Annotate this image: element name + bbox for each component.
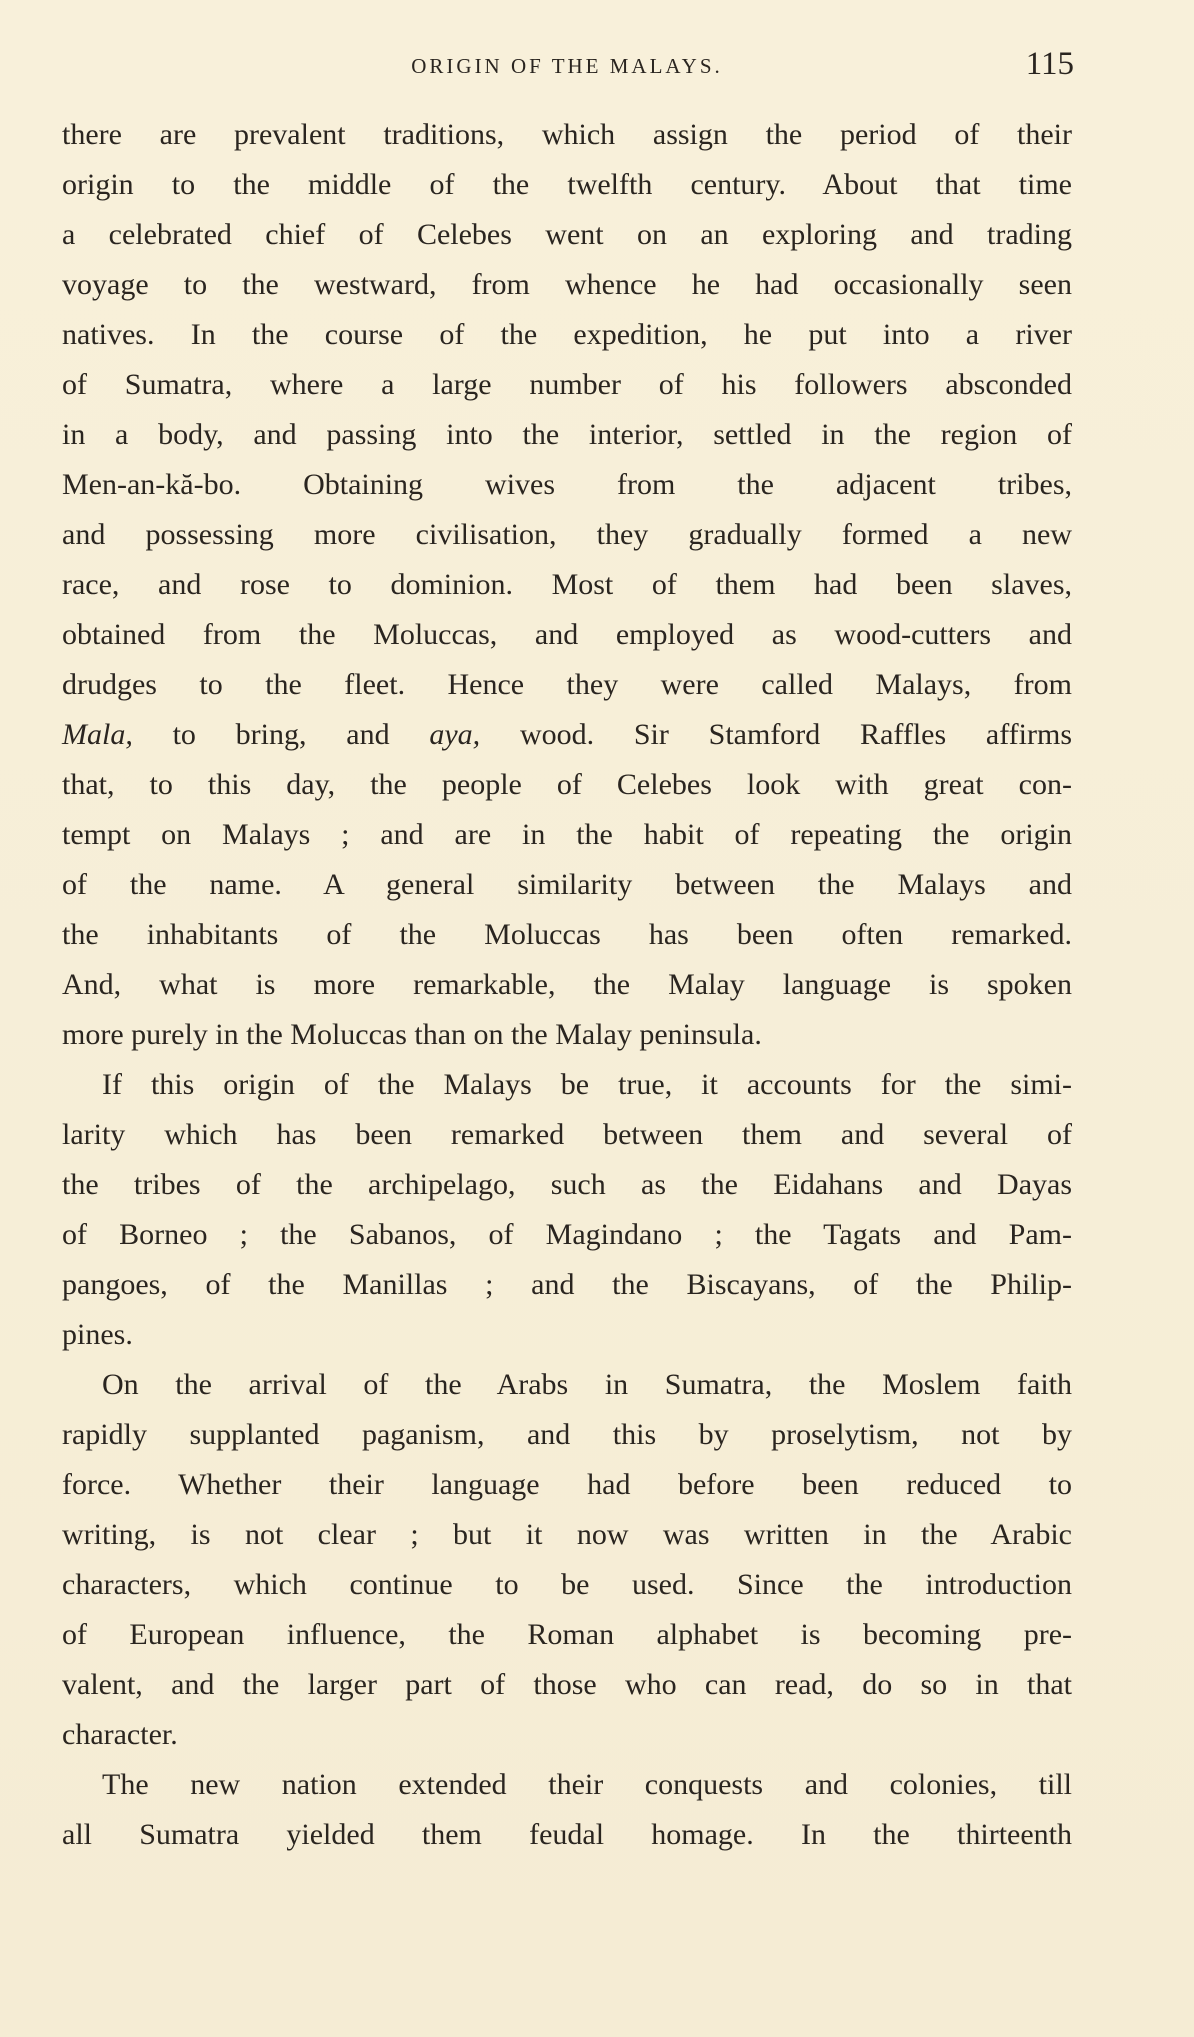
text-line: larity which has been remarked between them and several of [62, 1118, 1072, 1151]
text-line: voyage to the westward, from whence he had occasionally seen [62, 268, 1072, 301]
text-line: force. Whether their language had before been reduced to [62, 1468, 1072, 1501]
text-line: And, what is more remarkable, the Malay language is spoken [62, 968, 1072, 1001]
text-line: in a body, and passing into the interior, settled in the region of [62, 418, 1072, 451]
text-line: of European influence, the Roman alphabet is becoming pre- [62, 1618, 1072, 1651]
paragraph-start-line: On the arrival of the Arabs in Sumatra, the Moslem faith [102, 1368, 1072, 1401]
text-line: that, to this day, the people of Celebes look with great con- [62, 768, 1072, 801]
text-line: of Sumatra, where a large number of his followers absconded [62, 368, 1072, 401]
text-line: and possessing more civilisation, they gradually formed a new [62, 518, 1072, 551]
text-line: race, and rose to dominion. Most of them had been slaves, [62, 568, 1072, 601]
text-line: natives. In the course of the expedition, he put into a river [62, 318, 1072, 351]
text-line: more purely in the Moluccas than on the Malay peninsula. [62, 1018, 762, 1051]
italic-word-mala: Mala, [62, 718, 133, 751]
text-line: obtained from the Moluccas, and employed as wood-cutters and [62, 618, 1072, 651]
line-segment: wood. Sir Stamford Raffles affirms [480, 718, 1072, 751]
text-line: tempt on Malays ; and are in the habit of repeating the origin [62, 818, 1072, 851]
text-line: pines. [62, 1318, 133, 1351]
text-line: the inhabitants of the Moluccas has been often remarked. [62, 918, 1072, 951]
text-line: characters, which continue to be used. Since the introduction [62, 1568, 1072, 1601]
body-text [62, 110, 1072, 1860]
text-line: the tribes of the archipelago, such as the Eidahans and Dayas [62, 1168, 1072, 1201]
text-line: origin to the middle of the twelfth century. About that time [62, 168, 1072, 201]
text-line: rapidly supplanted paganism, and this by proselytism, not by [62, 1418, 1072, 1451]
text-line: a celebrated chief of Celebes went on an exploring and trading [62, 218, 1072, 251]
page-header [62, 46, 1072, 90]
paragraph-start-line: If this origin of the Malays be true, it accounts for the simi- [102, 1068, 1072, 1101]
line-segment: to bring, and [132, 718, 430, 751]
text-line: of Borneo ; the Sabanos, of Magindano ; the Tagats and Pam- [62, 1218, 1072, 1251]
text-line: valent, and the larger part of those who can read, do so in that [62, 1668, 1072, 1701]
text-line: character. [62, 1718, 178, 1751]
text-line: writing, is not clear ; but it now was written in the Arabic [62, 1518, 1072, 1551]
text-line: pangoes, of the Manillas ; and the Biscayans, of the Philip- [62, 1268, 1072, 1301]
italic-word-aya: aya, [429, 718, 481, 751]
paragraph-start-line: The new nation extended their conquests and colonies, till [102, 1768, 1072, 1801]
text-line-with-italics [62, 710, 1072, 760]
text-line: there are prevalent traditions, which assign the period of their [62, 118, 1072, 151]
page-number: 115 [1025, 46, 1074, 82]
running-head: ORIGIN OF THE MALAYS. [411, 54, 723, 78]
text-line: Men-an-kă-bo. Obtaining wives from the adjacent tribes, [62, 468, 1072, 501]
text-line: all Sumatra yielded them feudal homage. In the thirteenth [62, 1818, 1072, 1851]
text-line: of the name. A general similarity between the Malays and [62, 868, 1072, 901]
text-line: drudges to the fleet. Hence they were called Malays, from [62, 668, 1072, 701]
